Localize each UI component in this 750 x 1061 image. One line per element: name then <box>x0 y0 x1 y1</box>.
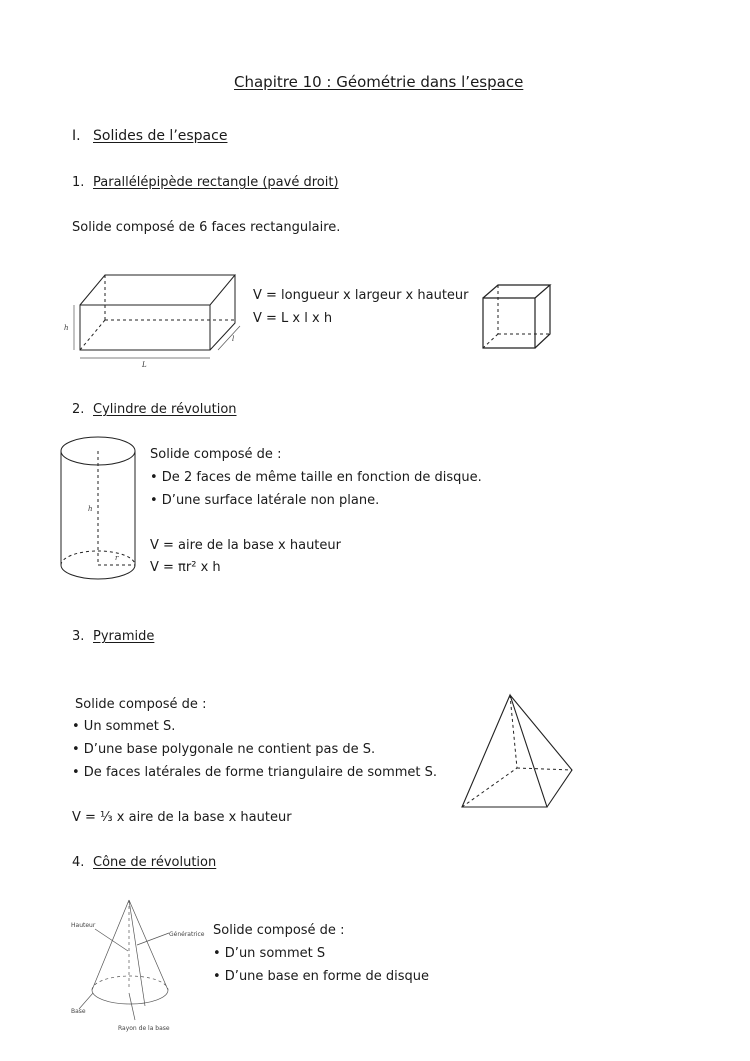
label-rayon: Rayon de la base <box>118 1025 170 1032</box>
cuboid-figure <box>60 268 235 369</box>
subsection-heading-cylindre: Cylindre de révolution <box>93 402 237 417</box>
list-item: • D’un sommet S <box>213 946 326 961</box>
pyramid-figure <box>455 690 580 815</box>
pave-formula-letters: V = L x l x h <box>253 311 333 326</box>
page-title: Chapitre 10 : Géométrie dans l’espace <box>234 73 524 91</box>
list-item: • D’une surface latérale non plane. <box>150 493 380 508</box>
cube-figure <box>478 282 553 354</box>
subsection-number: 1. <box>72 175 85 190</box>
subsection-heading-pave: Parallélépipède rectangle (pavé droit) <box>93 175 339 190</box>
cylinder-figure <box>60 434 140 586</box>
cone-intro: Solide composé de : <box>213 923 345 938</box>
list-item: • D’une base polygonale ne contient pas de S. <box>72 742 376 757</box>
pave-description: Solide composé de 6 faces rectangulaire. <box>72 220 341 235</box>
pave-formula-words: V = longueur x largeur x hauteur <box>253 288 469 303</box>
subsection-number: 3. <box>72 629 85 644</box>
subsection-number: 2. <box>72 402 85 417</box>
subsection-heading-cone: Cône de révolution <box>93 855 217 870</box>
label-l: l <box>232 335 235 343</box>
list-item: • De 2 faces de même taille en fonction de disque. <box>150 470 482 485</box>
label-h: h <box>88 505 93 513</box>
list-item: • D’une base en forme de disque <box>213 969 429 984</box>
pyramide-formula: V = ⅓ x aire de la base x hauteur <box>72 810 292 825</box>
list-item: • Un sommet S. <box>72 719 176 734</box>
label-hauteur: Hauteur <box>71 922 96 929</box>
cylindre-intro: Solide composé de : <box>150 447 282 462</box>
label-h: h <box>64 324 69 332</box>
section-number: I. <box>72 128 81 144</box>
subsection-heading-pyramide: Pyramide <box>93 629 155 644</box>
subsection-number: 4. <box>72 855 85 870</box>
label-base: Base <box>71 1008 86 1015</box>
label-L: L <box>142 361 147 369</box>
cylindre-formula-words: V = aire de la base x hauteur <box>150 538 341 553</box>
label-r: r <box>115 554 119 562</box>
list-item: • De faces latérales de forme triangulaire de sommet S. <box>72 765 438 780</box>
cylindre-formula-symbols: V = πr² x h <box>150 560 221 575</box>
section-heading: Solides de l’espace <box>93 128 228 144</box>
pyramide-intro: Solide composé de : <box>75 697 207 712</box>
label-generatrice: Génératrice <box>169 931 205 938</box>
cone-figure <box>65 893 215 1035</box>
